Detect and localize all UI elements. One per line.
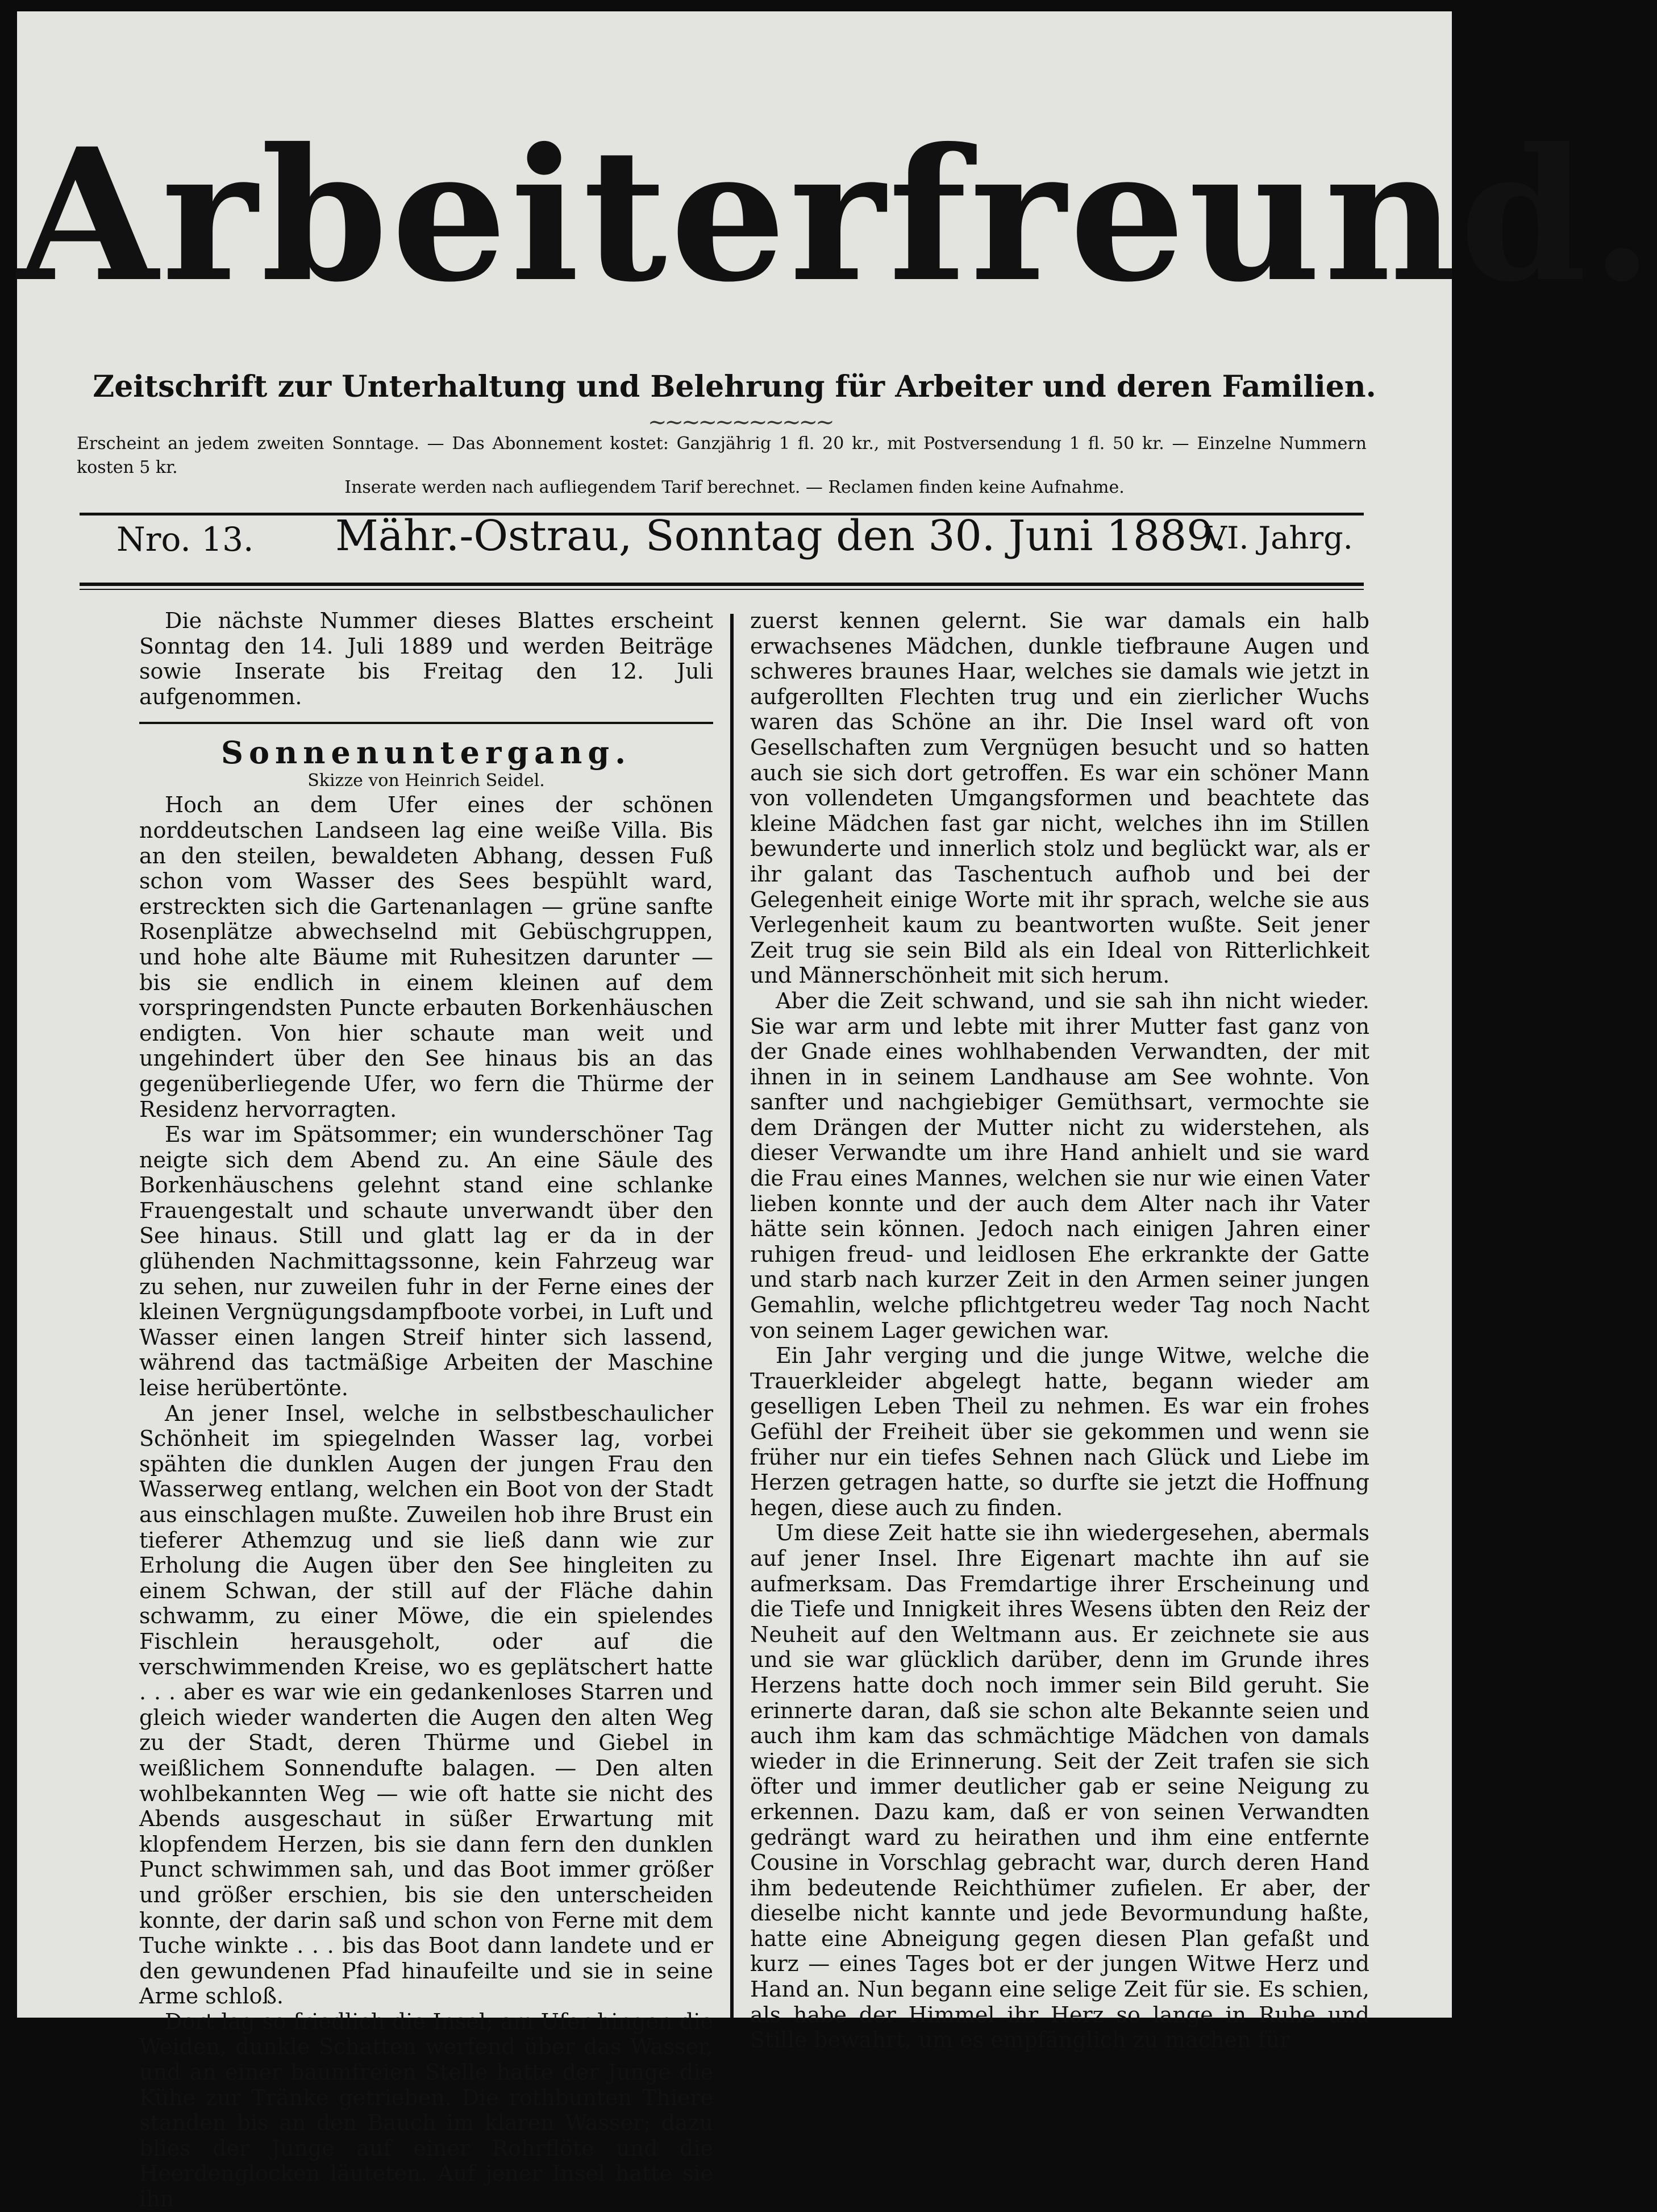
- left-paragraph: An jener Insel, welche in selbstbeschaulicher Schönheit im spiegelnden Wasser lag, vorbei spähten die dunklen Augen der jungen Frau den Wasserweg entlang, welchen ein Boot von der Stadt aus einschlagen mußte. Zuweilen hob ihre Brust ein tieferer Athemzug und sie ließ dann wie zur Erholung die Augen über den See hingleiten zu einem Schwan, der still auf der Fläche dahin schwamm, zu einer Möwe, die ein spielendes Fischlein herausgeholt, oder auf die verschwimmenden Kreise, wo es geplätschert hatte . . . aber es war wie ein gedankenloses Starren und gleich wieder wanderten die Augen den alten Weg zu der Stadt, deren Thürme und Giebel in weißlichem Sonnendufte balagen. — Den alten wohlbekannten Weg — wie oft hatte sie nicht des Abends ausgeschaut in süßer Erwartung mit klopfendem Herzen, bis sie dann fern den dunklen Punct schwimmen sah, und das Boot immer größer und größer erschien, bis sie den unterscheiden konnte, der darin saß und schon von Ferne mit dem Tuche winkte . . . bis das Boot dann landete und er den gewundenen Pfad hinaufeilte und sie in seine Arme schloß.: [139, 1400, 713, 2009]
- subscription-notice: Erscheint an jedem zweiten Sonntage. — Das Abonnement kostet: Ganzjährig 1 fl. 20 kr., mit Postversendung 1 fl. 50 kr. — Einzelne Nummern kosten 5 kr.: [77, 434, 1367, 477]
- dateline-rule-bottom-thin: [80, 589, 1364, 590]
- right-column: [750, 608, 1369, 2053]
- left-paragraph: Dort lag so friedlich die Insel; am Ufer hingen die Weiden, dunkle Schatten werfend über das Wasser, und an einer baumfreien Stelle hatte der Junge die Kühe zur Tränke getrieben. Die rothbunten Thiere standen bis an den Bauch im klaren Wasser; dazu blies der Junge auf einer Rohrflöte und die Heerdenglocken läuteten. Auf jener Insel hatte sie ihn: [139, 2009, 713, 2212]
- place-and-date: Mähr.-Ostrau, Sonntag den 30. Juni 1889.: [335, 512, 1227, 560]
- right-paragraph: Ein Jahr verging und die junge Witwe, welche die Trauerkleider abgelegt hatte, begann wieder am geselligen Leben Theil zu nehmen. Es war ein frohes Gefühl der Freiheit über sie gekommen und wenn sie früher nur ein tiefes Sehnen nach Glück und Liebe im Herzen getragen hatte, so durfte sie jetzt die Hoffnung hegen, diese auch zu finden.: [750, 1343, 1369, 1520]
- article-byline: Skizze von Heinrich Seidel.: [307, 771, 545, 791]
- issue-number: Nro. 13.: [116, 520, 254, 559]
- masthead-subtitle: Zeitschrift zur Unterhaltung und Belehrung für Arbeiter und deren Familien.: [93, 369, 1376, 404]
- left-column: [139, 608, 713, 2212]
- ornament: ~~~~~~~~~~~: [648, 409, 832, 435]
- right-paragraph: Um diese Zeit hatte sie ihn wiedergesehen, abermals auf jener Insel. Ihre Eigenart machte ihn auf sie aufmerksam. Das Fremdartige ihrer Erscheinung und die Tiefe und Innigkeit ihres Wesens übten den Reiz der Neuheit auf den Weltmann aus. Er zeichnete sie aus und sie war glücklich darüber, denn im Grunde ihres Herzens hatte doch noch immer sein Bild geruht. Sie erinnerte daran, daß sie schon alte Bekannte seien und auch ihm kam das schmächtige Mädchen von damals wieder in die Erinnerung. Seit der Zeit trafen sie sich öfter und immer deutlicher gab er seine Neigung zu erkennen. Dazu kam, daß er von seinen Verwandten gedrängt ward zu heirathen und ihm eine entfernte Cousine in Vorschlag gebracht war, durch deren Hand ihm bedeutende Reichthümer zufielen. Er aber, der dieselbe nicht kannte und jede Bevormundung haßte, hatte eine Abneigung gegen diesen Plan gefaßt und kurz — eines Tages bot er der jungen Witwe Herz und Hand an. Nun begann eine selige Zeit für sie. Es schien, als habe der Himmel ihr Herz so lange in Ruhe und Stille bewahrt, um es empfänglich zu machen für: [750, 1520, 1369, 2053]
- advertising-notice: Inserate werden nach aufliegendem Tarif berechnet. — Reclamen finden keine Aufnahme.: [344, 477, 1125, 497]
- announcement-rule: [139, 722, 713, 724]
- volume-year: VI. Jahrg.: [1205, 520, 1353, 556]
- right-paragraph: Aber die Zeit schwand, und sie sah ihn nicht wieder. Sie war arm und lebte mit ihrer Mutter fast ganz von der Gnade eines wohlhabenden Verwandten, der mit ihnen in in seinem Landhause am See wohnte. Von sanfter und nachgiebiger Gemüthsart, vermochte sie dem Drängen der Mutter nicht zu widerstehen, als dieser Verwandte um ihre Hand anhielt und sie ward die Frau eines Mannes, welchen sie nur wie einen Vater lieben konnte und der auch dem Alter nach ihr Vater hätte sein können. Jedoch nach einigen Jahren einer ruhigen freud- und leidlosen Ehe erkrankte der Gatte und starb nach kurzer Zeit in den Armen seiner jungen Gemahlin, welche pflichtgetreu weder Tag noch Nacht von seinem Lager gewichen war.: [750, 988, 1369, 1343]
- masthead-title: Arbeiterfreund.: [17, 109, 1657, 322]
- left-paragraph: Hoch an dem Ufer eines der schönen norddeutschen Landseen lag eine weiße Villa. Bis an den steilen, bewaldeten Abhang, dessen Fuß schon vom Wasser des Sees bespühlt ward, erstreckten sich die Gartenanlagen — grüne sanfte Rosenplätze abwechselnd mit Gebüschgruppen, und hohe alte Bäume mit Ruhesitzen darunter — bis sie endlich in einem kleinen auf dem vorspringendsten Puncte erbauten Borkenhäuschen endigten. Von hier schaute man weit und ungehindert über den See hinaus bis an das gegenüberliegende Ufer, wo fern die Thürme der Residenz hervorragten.: [139, 792, 713, 1122]
- left-paragraph: Es war im Spätsommer; ein wunderschöner Tag neigte sich dem Abend zu. An eine Säule des Borkenhäuschens gelehnt stand eine schlanke Frauengestalt und schaute unverwandt über den See hinaus. Still und glatt lag er da in der glühenden Nachmittagssonne, kein Fahrzeug war zu sehen, nur zuweilen fuhr in der Ferne eines der kleinen Vergnügungsdampfboote vorbei, in Luft und Wasser einen langen Streif hinter sich lassend, während das tactmäßige Arbeiten der Maschine leise herübertönte.: [139, 1122, 713, 1401]
- newspaper-page: [17, 11, 1657, 2212]
- right-paragraph: zuerst kennen gelernt. Sie war damals ein halb erwachsenes Mädchen, dunkle tiefbraune Augen und schweres braunes Haar, welches sie damals wie jetzt in aufgerollten Flechten trug und ein zierlicher Wuchs waren das Schöne an ihr. Die Insel ward oft von Gesellschaften zum Vergnügen besucht und so hatten auch sie sich dort getroffen. Es war ein schöner Mann von vollendeten Umgangsformen und beachtete das kleine Mädchen fast gar nicht, welches ihn im Stillen bewunderte und innerlich stolz und beglückt war, als er ihr galant das Taschentuch aufhob und bei der Gelegenheit einige Worte mit ihr sprach, welche sie aus Verlegenheit kaum zu beantworten wußte. Seit jener Zeit trug sie sein Bild als ein Ideal von Ritterlichkeit und Männerschönheit mit sich herum.: [750, 608, 1369, 988]
- article-title: Sonnenuntergang.: [221, 734, 631, 771]
- announcement: Die nächste Nummer dieses Blattes erscheint Sonntag den 14. Juli 1889 und werden Beiträge sowie Inserate bis Freitag den 12. Juli aufgenommen.: [139, 608, 713, 709]
- dateline-rule-bottom: [80, 583, 1364, 586]
- column-divider: [730, 614, 734, 2018]
